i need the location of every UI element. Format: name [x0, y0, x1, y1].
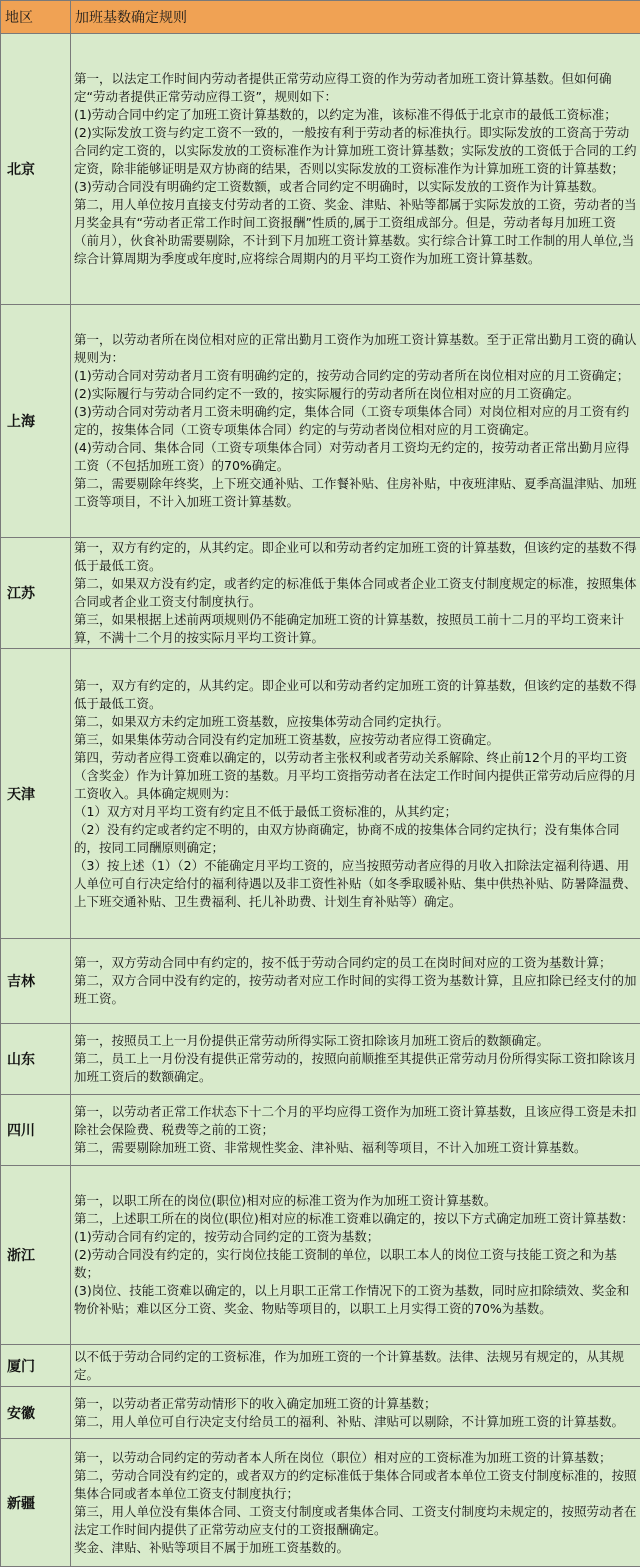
rule-line: (2)实际履行与劳动合同约定不一致的，按实际履行的劳动者所在岗位相对应的月工资确定。	[74, 385, 637, 403]
rule-line: 第一，双方有约定的，从其约定。即企业可以和劳动者约定加班工资的计算基数，但该约定的基数不得低于最低工资。	[74, 677, 637, 713]
rule-line: (2)劳动合同没有约定的，实行岗位技能工资制的单位，以职工本人的岗位工资与技能工资之和为基数；	[74, 1246, 637, 1282]
region-cell: 天津	[1, 649, 71, 939]
rule-line: （2）没有约定或者约定不明的，由双方协商确定，协商不成的按集体合同约定执行；没有集体合同的，按同工同酬原则确定；	[74, 821, 637, 857]
table-row	[1, 1095, 640, 1166]
rule-line: 第三，如果集体劳动合同没有约定加班工资基数，应按劳动者应得工资确定。	[74, 731, 637, 749]
table-row	[1, 305, 640, 538]
table-row	[1, 939, 640, 1024]
rules-cell	[71, 34, 640, 305]
rule-line: (2)实际发放工资与约定工资不一致的，一般按有利于劳动者的标准执行。即实际发放的工资高于劳动合同约定工资的，以实际发放的工资标准作为计算加班工资计算基数；实际发放的工资低于合同的工约定资，除非能够证明是双方协商的结果，否则以实际发放的工资标准作为计算加班工资的计算基数；	[74, 124, 637, 178]
rule-line: 第二，劳动合同没有约定的，或者双方的约定标准低于集体合同或者本单位工资支付制度标准的，按照集体合同或者本单位工资支付制度执行；	[74, 1467, 637, 1503]
rule-line: 第二，员工上一月份没有提供正常劳动的，按照向前顺推至其提供正常劳动月份所得实际工资扣除该月加班工资后的数额确定。	[74, 1050, 637, 1086]
rules-cell	[71, 1024, 640, 1095]
region-cell: 吉林	[1, 939, 71, 1024]
rule-line: 第一，以劳动合同约定的劳动者本人所在岗位（职位）相对应的工资标准为加班工资的计算基数；	[74, 1449, 637, 1467]
region-cell: 江苏	[1, 538, 71, 649]
rule-line: 第一，以劳动者正常工作状态下十二个月的平均应得工资作为加班工资计算基数，且该应得工资是未扣除社会保险费、税费等之前的工资；	[74, 1103, 637, 1139]
region-cell: 四川	[1, 1095, 71, 1166]
rules-cell	[71, 1387, 640, 1439]
header-rules: 加班基数确定规则	[71, 1, 640, 34]
rule-line: 第二，需要剔除年终奖，上下班交通补贴、工作餐补贴、住房补贴，中夜班津贴、夏季高温津贴、加班工资等项目，不计入加班工资计算基数。	[74, 475, 637, 511]
rule-line: 以不低于劳动合同约定的工资标准，作为加班工资的一个计算基数。法律、法规另有规定的，从其规定。	[74, 1348, 637, 1384]
table-row	[1, 1345, 640, 1387]
rule-line: (1)劳动合同有约定的，按劳动合同约定的工资为基数；	[74, 1228, 637, 1246]
rule-line: 第三，用人单位没有集体合同、工资支付制度或者集体合同、工资支付制度均未规定的，按照劳动者在法定工作时间内提供了正常劳动应支付的工资报酬确定。	[74, 1503, 637, 1539]
region-cell: 浙江	[1, 1166, 71, 1345]
rule-line: 第一，双方劳动合同中有约定的，按不低于劳动合同约定的员工在岗时间对应的工资为基数计算；	[74, 954, 637, 972]
rule-line: 第一，以劳动者所在岗位相对应的正常出勤月工资作为加班工资计算基数。至于正常出勤月工资的确认规则为：	[74, 331, 637, 367]
table-row	[1, 649, 640, 939]
rules-cell	[71, 1095, 640, 1166]
header-region: 地区	[1, 1, 71, 34]
rule-line: 第一，按照员工上一月份提供正常劳动所得实际工资扣除该月加班工资后的数额确定。	[74, 1032, 637, 1050]
region-cell: 北京	[1, 34, 71, 305]
rule-line: 第二，上述职工所在的岗位(职位)相对应的标准工资难以确定的，按以下方式确定加班工资计算基数：	[74, 1210, 637, 1228]
rules-cell	[71, 939, 640, 1024]
rule-line: 第二，需要剔除加班工资、非常规性奖金、津补贴、福利等项目，不计入加班工资计算基数。	[74, 1139, 637, 1157]
rule-line: （1）双方对月平均工资有约定且不低于最低工资标准的，从其约定；	[74, 803, 637, 821]
rule-line: (1)劳动合同对劳动者月工资有明确约定的，按劳动合同约定的劳动者所在岗位相对应的月工资确定；	[74, 367, 637, 385]
rule-line: 第二，双方合同中没有约定的，按劳动者对应工作时间的实得工资为基数计算，且应扣除已经支付的加班工资。	[74, 972, 637, 1008]
rule-line: 第二，用人单位可自行决定支付给员工的福利、补贴、津贴可以剔除，不计算加班工资的计算基数。	[74, 1413, 637, 1431]
rule-line: 第一，双方有约定的，从其约定。即企业可以和劳动者约定加班工资的计算基数，但该约定的基数不得低于最低工资。	[74, 539, 637, 575]
rule-line: 第一，以法定工作时间内劳动者提供正常劳动应得工资的作为劳动者加班工资计算基数。但如何确定“劳动者提供正常劳动应得工资”，规则如下：	[74, 70, 637, 106]
table-row	[1, 1387, 640, 1439]
table-row	[1, 1024, 640, 1095]
rule-line: 第二，用人单位按月直接支付劳动者的工资、奖金、津贴、补贴等都属于实际发放的工资，劳动者的当月奖金具有“劳动者正常工作时间工资报酬”性质的,属于工资组成部分。但是，劳动者每月加班工资（前月），伙食补助需要剔除，不计到下月加班工资计算基数。实行综合计算工时工作制的用人单位,当综合计算周期为季度或年度时,应将综合周期内的月平均工资作为加班工资计算基数。	[74, 196, 637, 268]
rule-line: 第四，劳动者应得工资难以确定的，以劳动者主张权利或者劳动关系解除、终止前12个月的平均工资（含奖金）作为计算加班工资的基数。月平均工资指劳动者在法定工作时间内提供正常劳动后应得的月工资收入。具体确定规则为：	[74, 749, 637, 803]
region-cell: 山东	[1, 1024, 71, 1095]
rule-line: (1)劳动合同中约定了加班工资计算基数的，以约定为准，该标准不得低于北京市的最低工资标准；	[74, 106, 637, 124]
rule-line: 第三，如果根据上述前两项规则仍不能确定加班工资的计算基数，按照员工前十二月的平均工资来计算，不满十二个月的按实际月平均工资计算。	[74, 611, 637, 647]
region-cell: 新疆	[1, 1439, 71, 1567]
rules-cell	[71, 305, 640, 538]
rule-line: 奖金、津贴、补贴等项目不属于加班工资基数的。	[74, 1539, 637, 1557]
rules-cell	[71, 538, 640, 649]
table-row	[1, 34, 640, 305]
rule-line: (3)岗位、技能工资难以确定的，以上月职工正常工作情况下的工资为基数，同时应扣除绩效、奖金和物价补贴；难以区分工资、奖金、物贴等项目的，以职工上月实得工资的70%为基数。	[74, 1282, 637, 1318]
rule-line: (3)劳动合同对劳动者月工资未明确约定，集体合同（工资专项集体合同）对岗位相对应的月工资有约定的，按集体合同（工资专项集体合同）约定的与劳动者岗位相对应的月工资确定。	[74, 403, 637, 439]
rules-cell	[71, 1166, 640, 1345]
rule-line: 第一，以劳动者正常劳动情形下的收入确定加班工资的计算基数；	[74, 1395, 637, 1413]
rules-cell	[71, 649, 640, 939]
table-row	[1, 1166, 640, 1345]
region-cell: 安徽	[1, 1387, 71, 1439]
table-header-row	[1, 1, 640, 34]
table-row	[1, 538, 640, 649]
rule-line: 第一，以职工所在的岗位(职位)相对应的标准工资为作为加班工资计算基数。	[74, 1192, 637, 1210]
rules-cell	[71, 1345, 640, 1387]
rule-line: 第二，如果双方未约定加班工资基数，应按集体劳动合同约定执行。	[74, 713, 637, 731]
region-cell: 上海	[1, 305, 71, 538]
rule-line: （3）按上述（1）（2）不能确定月平均工资的，应当按照劳动者应得的月收入扣除法定福利待遇、用人单位可自行决定给付的福利待遇以及非工资性补贴（如冬季取暖补贴、集中供热补贴、防暑降温费、上下班交通补贴、卫生费福利、托儿补助费、计划生育补贴等）确定。	[74, 857, 637, 911]
rule-line: (3)劳动合同没有明确约定工资数额，或者合同约定不明确时，以实际发放的工资作为计算基数。	[74, 178, 637, 196]
rule-line: 第二，如果双方没有约定，或者约定的标准低于集体合同或者企业工资支付制度规定的标准，按照集体合同或者企业工资支付制度执行。	[74, 575, 637, 611]
rule-line: (4)劳动合同、集体合同（工资专项集体合同）对劳动者月工资均无约定的，按劳动者正常出勤月应得工资（不包括加班工资）的70%确定。	[74, 439, 637, 475]
region-cell: 厦门	[1, 1345, 71, 1387]
